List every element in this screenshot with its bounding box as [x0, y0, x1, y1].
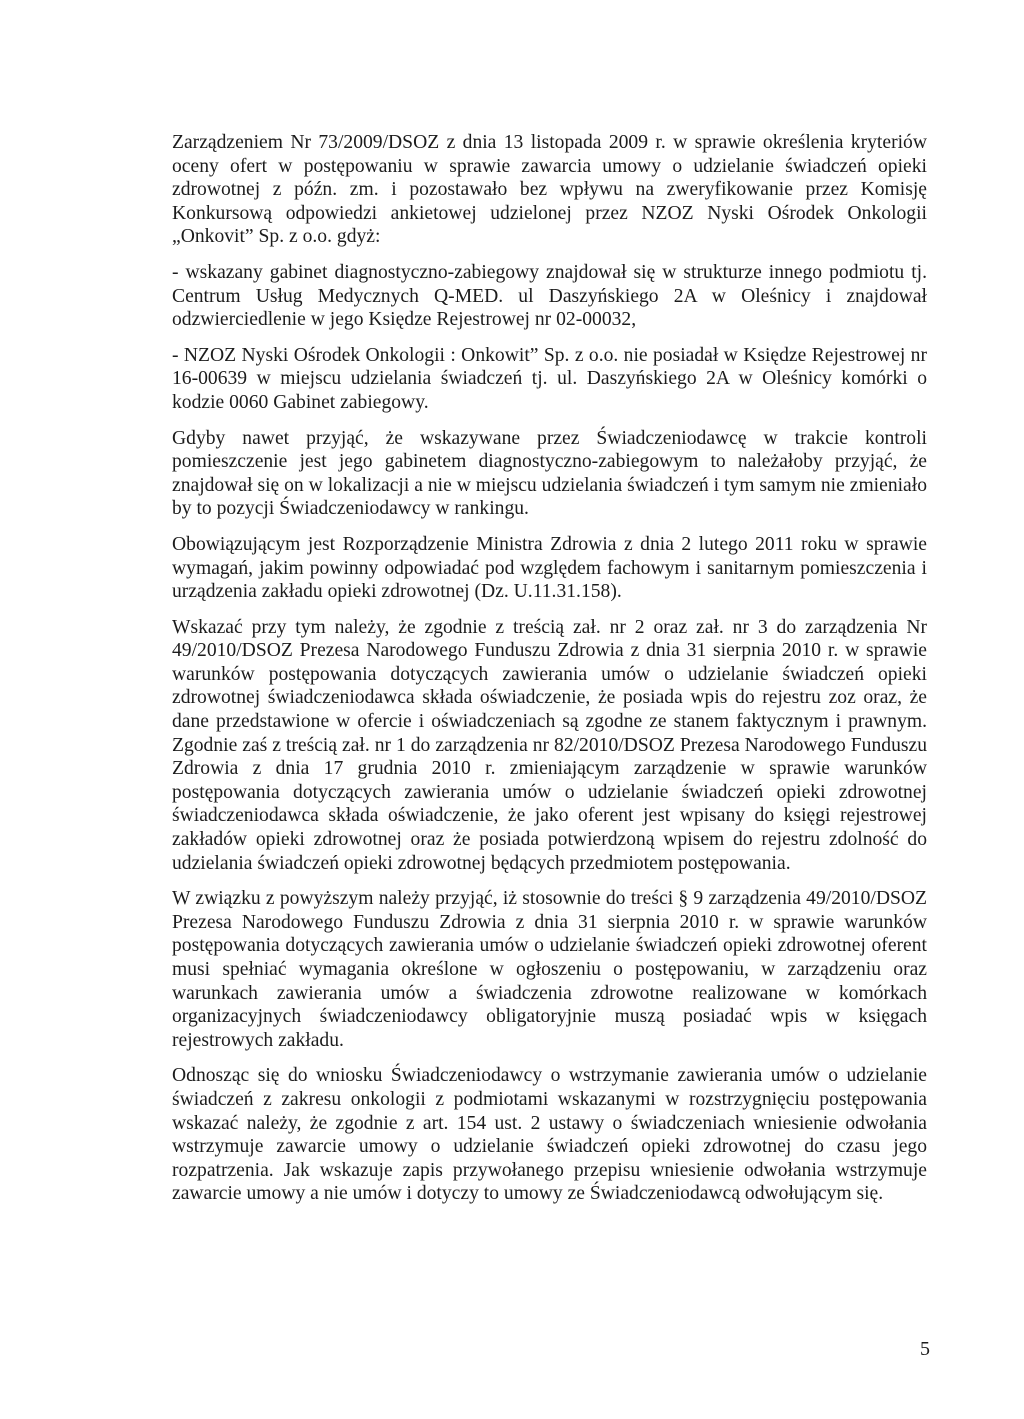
paragraph-8: Odnosząc się do wniosku Świadczeniodawcy o wstrzymanie zawierania umów o udzielanie świadczeń z zakresu onkologii z podmiotami wskazanymi w rozstrzygnięciu postępowania wskazać należy, że zgodnie z art. 154 ust. 2 ustawy o świadczeniach wniesienie odwołania wstrzymuje zawarcie umowy o udzielanie świadczeń opieki zdrowotnej do czasu jego rozpatrzenia. Jak wskazuje zapis przywołanego przepisu wniesienie odwołania wstrzymuje zawarcie umowy a nie umów i dotyczy to umowy ze Świadczeniodawcą odwołującym się. [172, 1065, 927, 1205]
paragraph-3: - NZOZ Nyski Ośrodek Onkologii : Onkowit” Sp. z o.o. nie posiadał w Księdze Rejestrowej nr 16-00639 w miejscu udzielania świadczeń tj. ul. Daszyńskiego 2A w Oleśnicy komórki o kodzie 0060 Gabinet zabiegowy. [172, 344, 927, 413]
document-body [172, 131, 927, 1218]
paragraph-5: Obowiązującym jest Rozporządzenie Ministra Zdrowia z dnia 2 lutego 2011 roku w sprawie wymagań, jakim powinny odpowiadać pod względem fachowym i sanitarnym pomieszczenia i urządzenia zakładu opieki zdrowotnej (Dz. U.11.31.158). [172, 533, 927, 603]
paragraph-4: Gdyby nawet przyjąć, że wskazywane przez Świadczeniodawcę w trakcie kontroli pomieszczenie jest jego gabinetem diagnostyczno-zabiegowym to należałoby przyjąć, że znajdował się on w lokalizacji a nie w miejscu udzielania świadczeń i tym samym nie zmieniało by to pozycji Świadczeniodawcy w rankingu. [172, 427, 927, 520]
paragraph-1: Zarządzeniem Nr 73/2009/DSOZ z dnia 13 listopada 2009 r. w sprawie określenia kryteriów oceny ofert w postępowaniu w sprawie zawarcia umowy o udzielanie świadczeń opieki zdrowotnej z późn. zm. i pozostawało bez wpływu na zweryfikowanie przez Komisję Konkursową odpowiedzi ankietowej udzielonej przez NZOZ Nyski Ośrodek Onkologii „Onkovit” Sp. z o.o. gdyż: [172, 132, 927, 248]
paragraph-6: Wskazać przy tym należy, że zgodnie z treścią zał. nr 2 oraz zał. nr 3 do zarządzenia Nr 49/2010/DSOZ Prezesa Narodowego Funduszu Zdrowia z dnia 31 sierpnia 2010 r. w sprawie warunków postępowania dotyczących zawierania umów o udzielanie świadczeń opieki zdrowotnej świadczeniodawca składa oświadczenie, że posiada wpis do rejestru zoz oraz, że dane przedstawione w ofercie i oświadczeniach są zgodne ze stanem faktycznym i prawnym. Zgodnie zaś z treścią zał. nr 1 do zarządzenia nr 82/2010/DSOZ Prezesa Narodowego Funduszu Zdrowia z dnia 17 grudnia 2010 r. zmieniającym zarządzenie w sprawie warunków postępowania dotyczących zawierania umów o udzielanie świadczeń opieki zdrowotnej świadczeniodawca składa oświadczenie, że jako oferent jest wpisany do księgi rejestrowej zakładów opieki zdrowotnej oraz że posiada potwierdzoną wpisem do rejestru zdolność do udzielania świadczeń opieki zdrowotnej będących przedmiotem postępowania. [172, 616, 927, 874]
paragraph-2: - wskazany gabinet diagnostyczno-zabiegowy znajdował się w strukturze innego podmiotu tj. Centrum Usług Medycznych Q-MED. ul Daszyńskiego 2A w Oleśnicy i znajdował odzwierciedlenie w jego Księdze Rejestrowej nr 02-00032, [172, 261, 927, 331]
paragraph-7: W związku z powyższym należy przyjąć, iż stosownie do treści § 9 zarządzenia 49/2010/DSOZ Prezesa Narodowego Funduszu Zdrowia z dnia 31 sierpnia 2010 r. w sprawie warunków postępowania dotyczących zawierania umów o udzielanie świadczeń opieki zdrowotnej oferent musi spełniać wymagania określone w ogłoszeniu o postępowaniu, w zarządzeniu oraz warunkach zawierania umów a świadczenia zdrowotne realizowane w komórkach organizacyjnych świadczeniodawcy obligatoryjnie muszą posiadać wpis w księgach rejestrowych zakładu. [172, 888, 927, 1051]
page-number: 5 [920, 1338, 930, 1360]
